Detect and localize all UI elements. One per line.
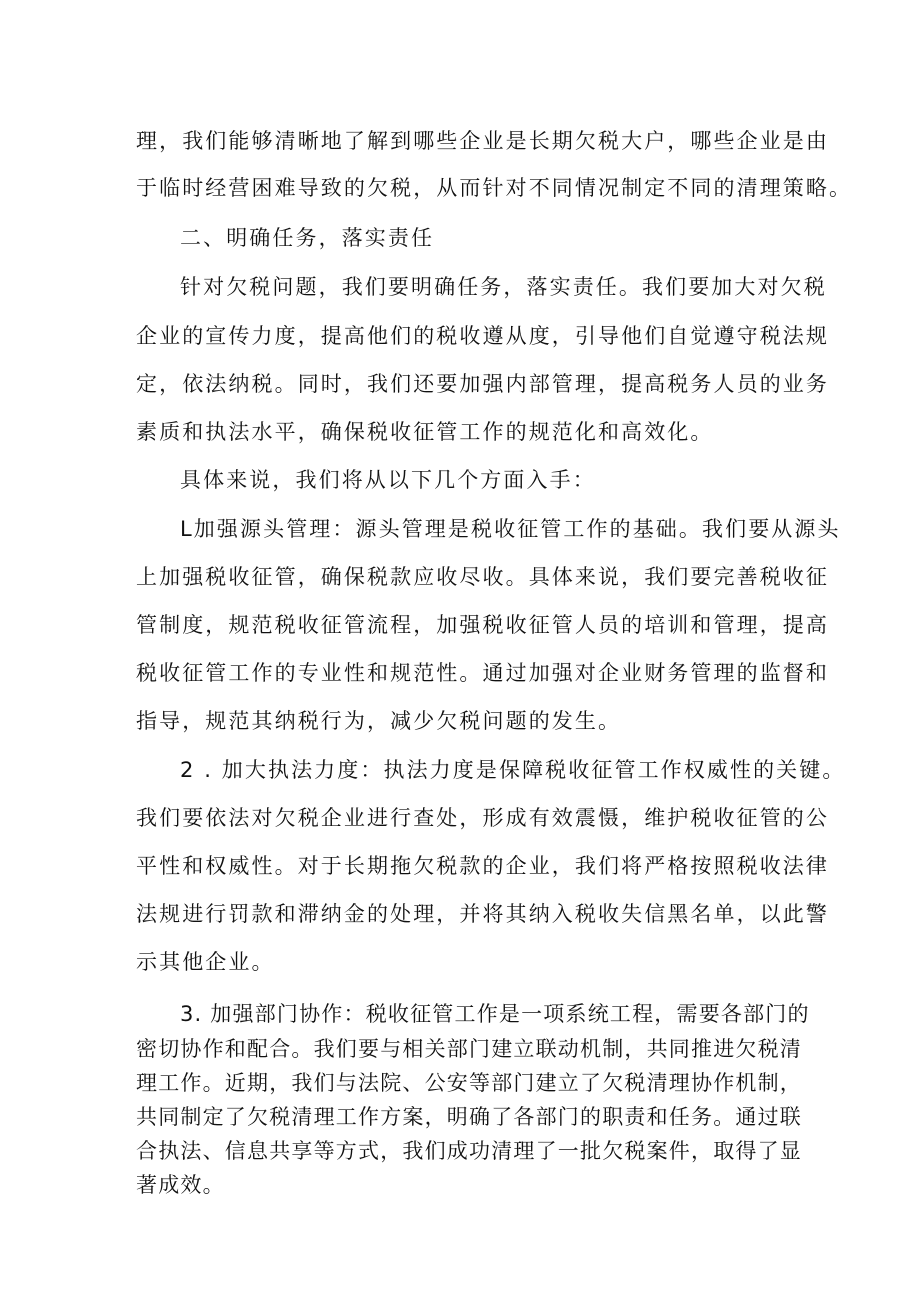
list-item-line: 我们要依法对欠税企业进行查处，形成有效震慑，维护税收征管的公 bbox=[136, 806, 829, 830]
list-item-line: 税收征管工作的专业性和规范性。通过加强对企业财务管理的监督和 bbox=[136, 661, 829, 685]
list-item-line: 2 . 加大执法力度：执法力度是保障税收征管工作权威性的关键。 bbox=[180, 758, 846, 782]
list-item-line: 指导，规范其纳税行为，减少欠税问题的发生。 bbox=[136, 709, 622, 733]
list-item-line: 3. 加强部门协作：税收征管工作是一项系统工程，需要各部门的 bbox=[180, 1002, 810, 1026]
list-item-line: 管制度，规范税收征管流程，加强税收征管人员的培训和管理，提高 bbox=[136, 613, 829, 637]
list-item-line: 共同制定了欠税清理工作方案，明确了各部门的职责和任务。通过联 bbox=[136, 1105, 802, 1129]
list-item-line: L加强源头管理：源头管理是税收征管工作的基础。我们要从源头 bbox=[180, 517, 841, 541]
text-line: 素质和执法水平，确保税收征管工作的规范化和高效化。 bbox=[136, 420, 714, 444]
list-item-line: 示其他企业。 bbox=[136, 950, 275, 974]
text-line: 于临时经营困难导致的欠税，从而针对不同情况制定不同的清理策略。 bbox=[136, 176, 853, 200]
list-item-line: 理工作。近期，我们与法院、公安等部门建立了欠税清理协作机制， bbox=[136, 1071, 802, 1095]
section-heading: 二、明确任务，落实责任 bbox=[180, 226, 435, 250]
text-line: 针对欠税问题，我们要明确任务，落实责任。我们要加大对欠税 bbox=[180, 275, 827, 299]
list-item-line: 密切协作和配合。我们要与相关部门建立联动机制，共同推进欠税清 bbox=[136, 1037, 802, 1061]
list-item-line: 平性和权威性。对于长期拖欠税款的企业，我们将严格按照税收法律 bbox=[136, 854, 829, 878]
text-line: 理，我们能够清晰地了解到哪些企业是长期欠税大户，哪些企业是由 bbox=[136, 129, 829, 153]
text-line: 企业的宣传力度，提高他们的税收遵从度，引导他们自觉遵守税法规 bbox=[136, 324, 829, 348]
list-item-line: 合执法、信息共享等方式，我们成功清理了一批欠税案件，取得了显 bbox=[136, 1139, 802, 1163]
list-item-line: 著成效。 bbox=[136, 1173, 225, 1197]
text-line: 具体来说，我们将从以下几个方面入手： bbox=[180, 468, 596, 492]
list-item-line: 上加强税收征管，确保税款应收尽收。具体来说，我们要完善税收征 bbox=[136, 565, 829, 589]
text-line: 定，依法纳税。同时，我们还要加强内部管理，提高税务人员的业务 bbox=[136, 372, 829, 396]
list-item-line: 法规进行罚款和滞纳金的处理，并将其纳入税收失信黑名单，以此警 bbox=[136, 902, 829, 926]
